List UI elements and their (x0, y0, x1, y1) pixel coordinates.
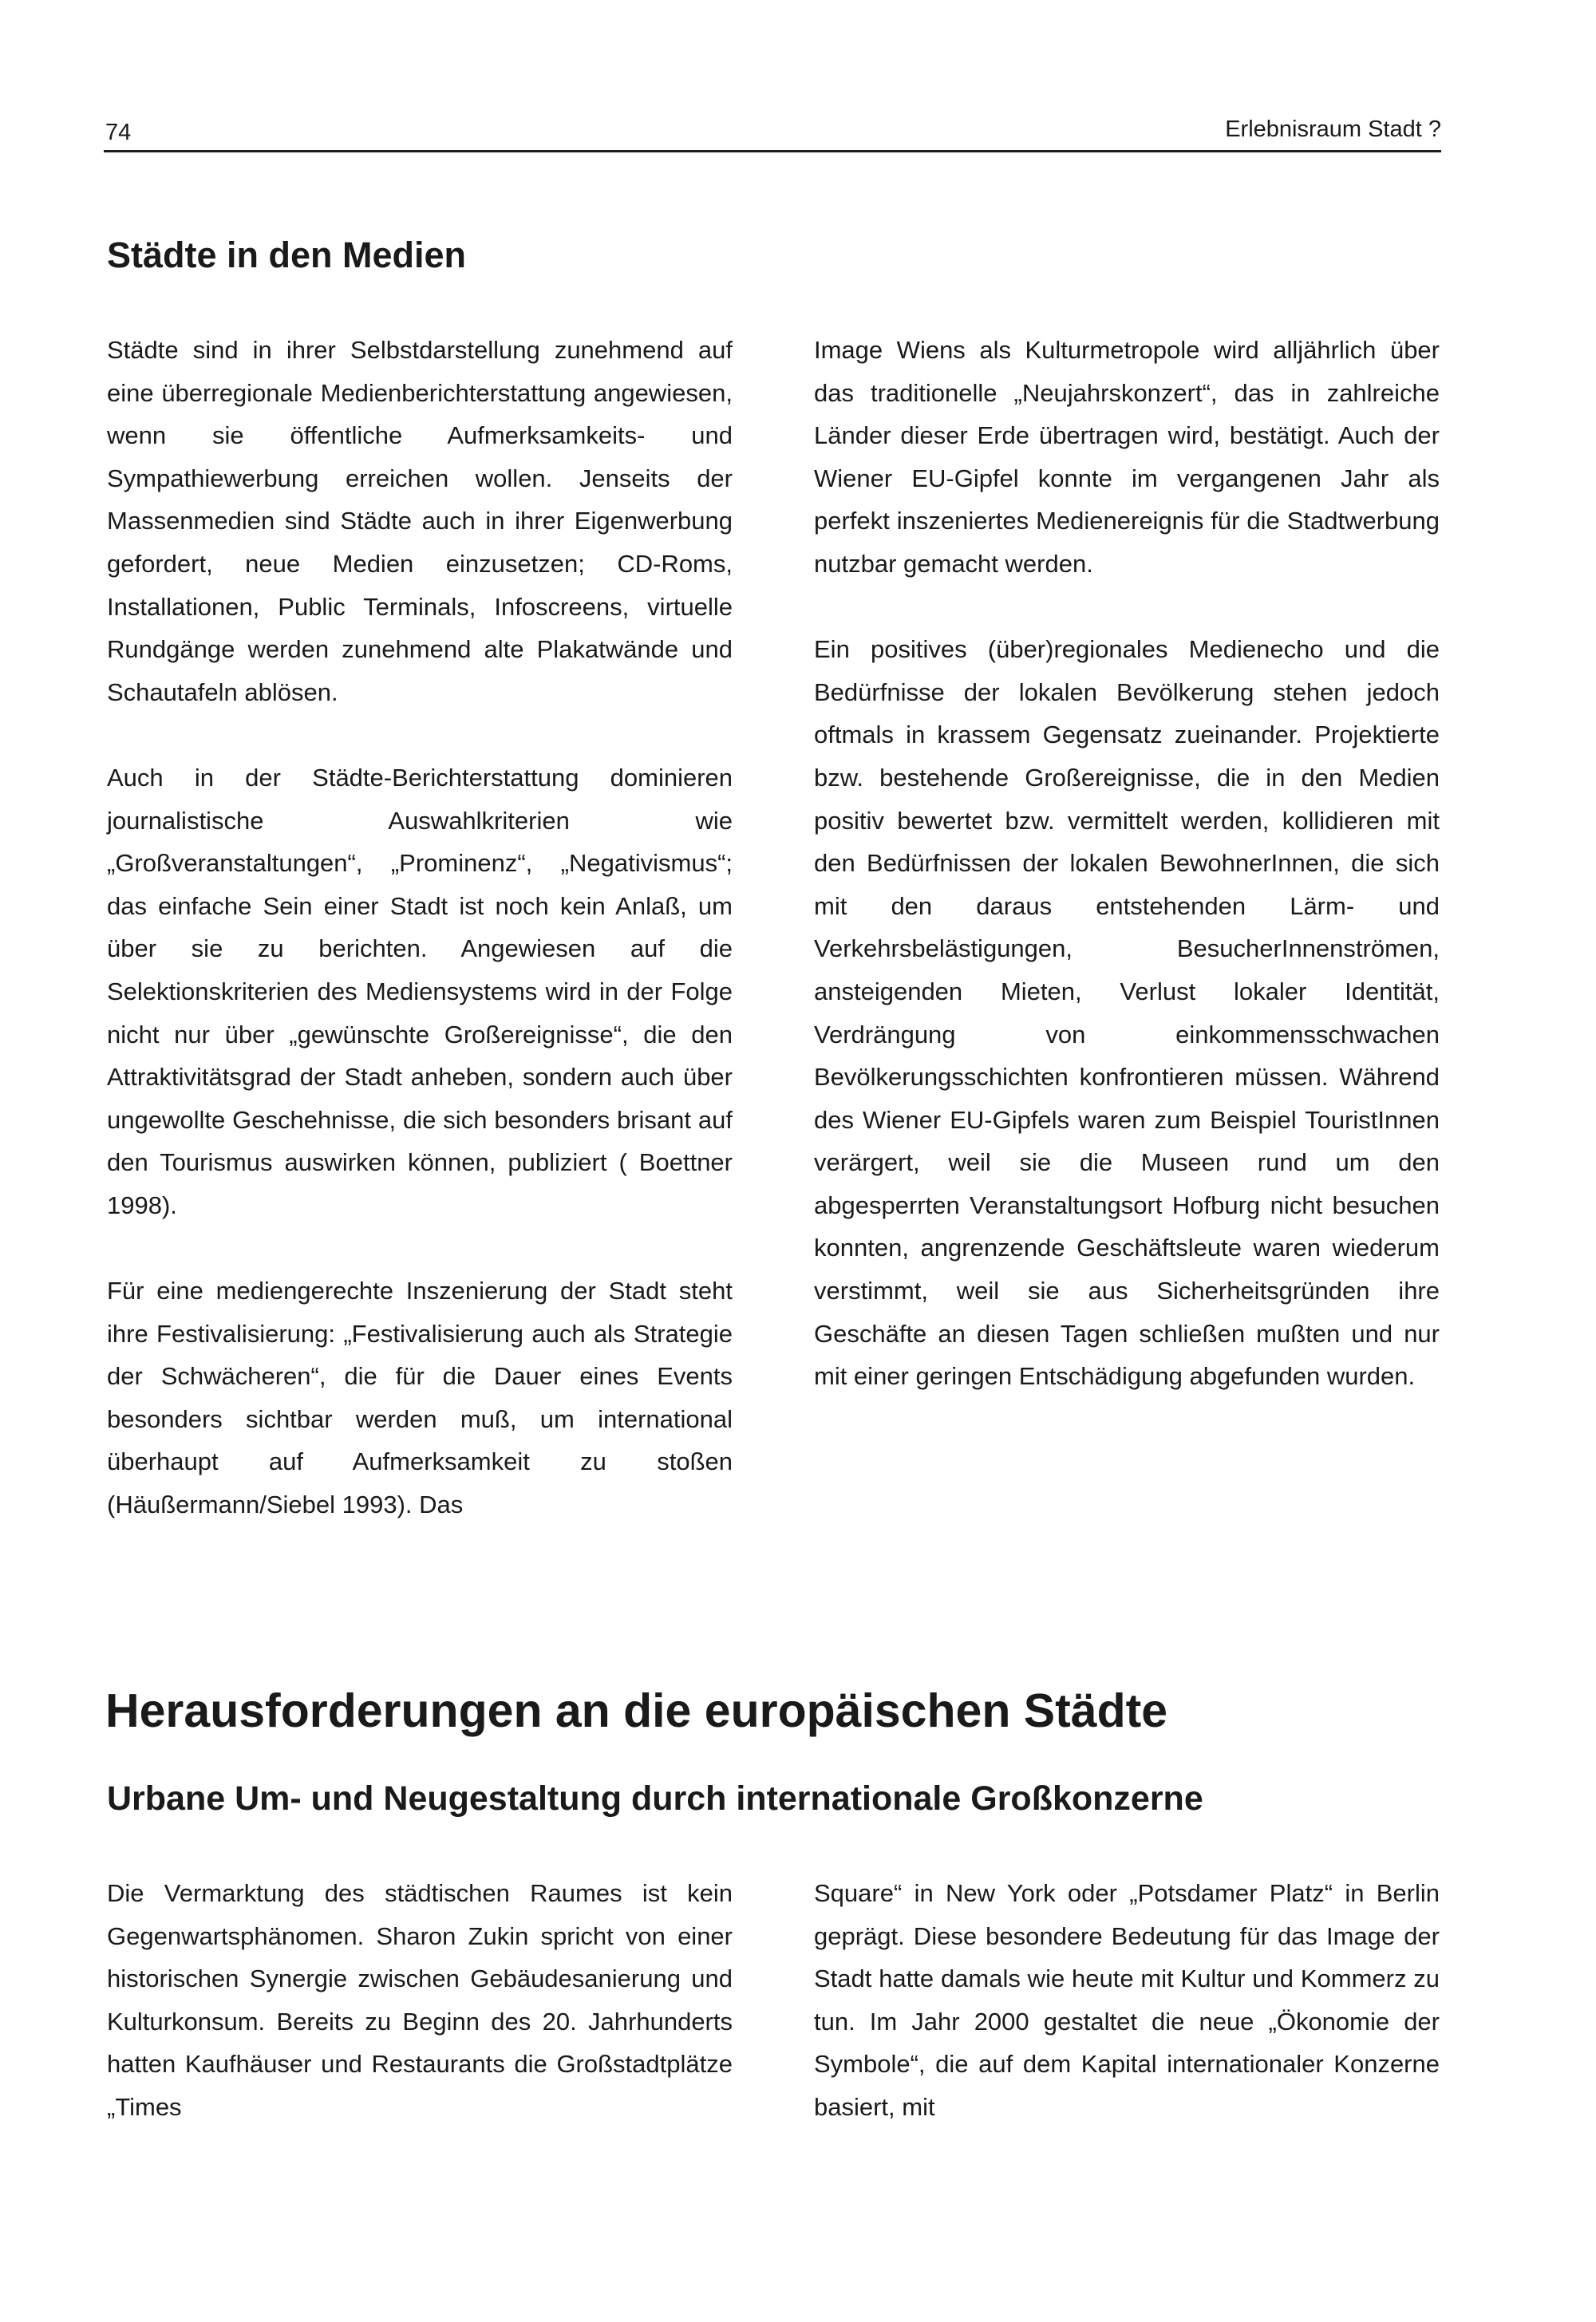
section2-right-column (814, 1872, 1440, 2129)
paragraph: Ein positives (über)regionales Medienecho und die Bedürfnisse der lokalen Bevölkerung stehen jedoch oftmals in krassem Gegensatz zueinander. Projektierte bzw. bestehende Großereignisse, die in den Medien positiv bewertet bzw. vermittelt werden, kollidieren mit den Bedürfnissen der lokalen BewohnerInnen, die sich mit den daraus entstehenden Lärm- und Verkehrsbelästigungen, BesucherInnenströmen, ansteigenden Mieten, Verlust lokaler Identität, Verdrängung von einkommensschwachen Bevölkerungsschichten konfrontieren müssen. Während des Wiener EU-Gipfels waren zum Beispiel TouristInnen verärgert, weil sie die Museen rund um den abgesperrten Veranstaltungsort Hofburg nicht besuchen konnten, angrenzende Geschäftsleute waren wiederum verstimmt, weil sie aus Sicherheitsgründen ihre Geschäfte an diesen Tagen schließen mußten und nur mit einer geringen Entschädigung abgefunden wurden. (814, 635, 1440, 1391)
section1-left-column (107, 329, 733, 1526)
section1-right-column (814, 329, 1440, 1398)
sub-heading: Urbane Um- und Neugestaltung durch internationale Großkonzerne (107, 1779, 1203, 1818)
paragraph: Square“ in New York oder „Potsdamer Platz“ in Berlin geprägt. Diese besondere Bedeutung für das Image der Stadt hatte damals wie heute mit Kultur und Kommerz zu tun. Im Jahr 2000 gestaltet die neue „Ökonomie der Symbole“, die auf dem Kapital internationaler Konzerne basiert, mit (814, 1879, 1440, 2121)
section-title-staedte-in-den-medien: Städte in den Medien (107, 235, 467, 275)
page-number: 74 (105, 120, 132, 145)
paragraph: Auch in der Städte-Berichterstattung dominieren journalistische Auswahlkriterien wie „Großveranstaltungen“, „Prominenz“, „Negativismus“; das einfache Sein einer Stadt ist noch kein Anlaß, um über sie zu berichten. Angewiesen auf die Selektionskriterien des Mediensystems wird in der Folge nicht nur über „gewünschte Großereignisse“, die den Attraktivitätsgrad der Stadt anheben, sondern auch über ungewollte Geschehnisse, die sich besonders brisant auf den Tourismus auswirken können, publiziert ( Boettner 1998). (107, 763, 733, 1219)
paragraph: Für eine mediengerechte Inszenierung der Stadt steht ihre Festivalisierung: „Festivalisierung auch als Strategie der Schwächeren“, die für die Dauer eines Events besonders sichtbar werden muß, um international überhaupt auf Aufmerksamkeit zu stoßen (Häußermann/Siebel 1993). Das (107, 1277, 733, 1519)
paragraph: Image Wiens als Kulturmetropole wird alljährlich über das traditionelle „Neujahrskonzert“, das in zahlreiche Länder dieser Erde übertragen wird, bestätigt. Auch der Wiener EU-Gipfel konnte im vergangenen Jahr als perfekt inszeniertes Medienereignis für die Stadtwerbung nutzbar gemacht werden. (814, 336, 1440, 578)
running-title: Erlebnisraum Stadt ? (1225, 116, 1441, 142)
section2-left-column (107, 1872, 733, 2129)
page-header (104, 112, 1441, 152)
paragraph: Städte sind in ihrer Selbstdarstellung zunehmend auf eine überregionale Medienberichterstattung angewiesen, wenn sie öffentliche Aufmerksamkeits- und Sympathiewerbung erreichen wollen. Jenseits der Massenmedien sind Städte auch in ihrer Eigenwerbung gefordert, neue Medien einzusetzen; CD-Roms, Installationen, Public Terminals, Infoscreens, virtuelle Rundgänge werden zunehmend alte Plakatwände und Schautafeln ablösen. (107, 336, 733, 706)
paragraph: Die Vermarktung des städtischen Raumes ist kein Gegenwartsphänomen. Sharon Zukin spricht von einer historischen Synergie zwischen Gebäudesanierung und Kulturkonsum. Bereits zu Beginn des 20. Jahrhunderts hatten Kaufhäuser und Restaurants die Großstadtplätze „Times (107, 1879, 733, 2121)
main-heading: Herausforderungen an die europäischen Städte (105, 1684, 1168, 1737)
